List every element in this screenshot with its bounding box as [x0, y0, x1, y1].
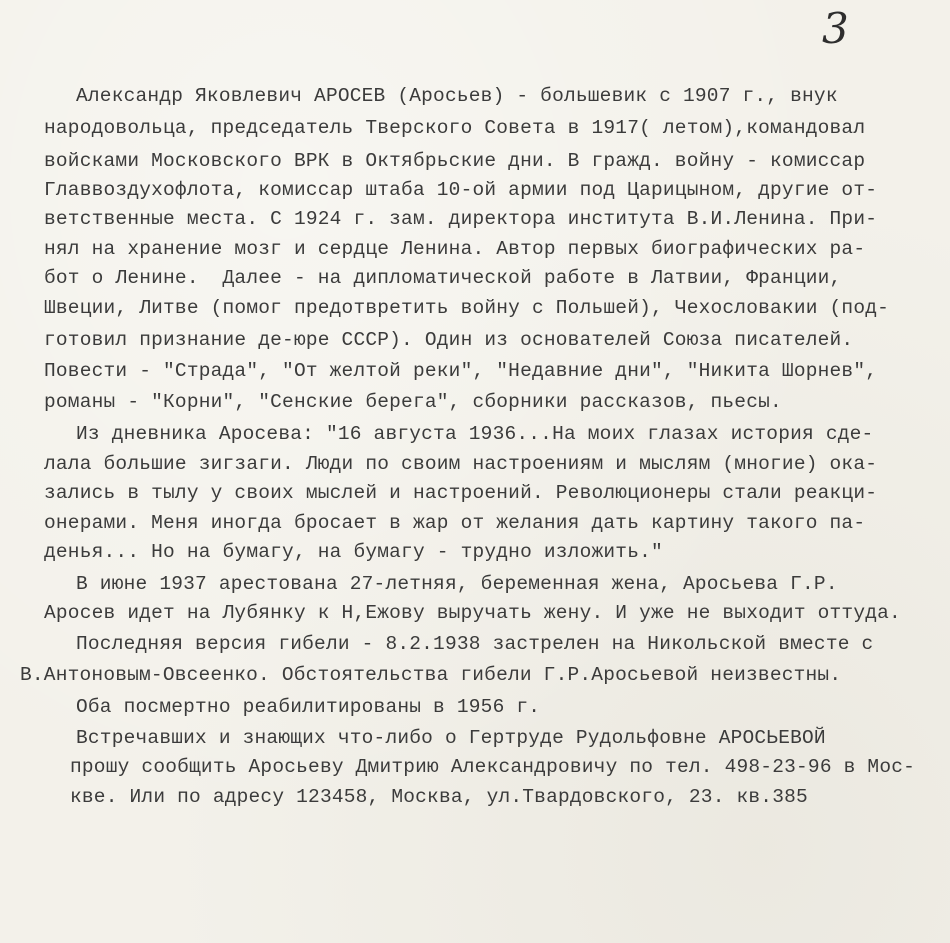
text-line: зались в тылу у своих мыслей и настроений. Революционеры стали реакци-: [44, 482, 878, 504]
text-line: ветственные места. С 1924 г. зам. директора института В.И.Ленина. При-: [44, 208, 878, 230]
text-line: лала большие зигзаги. Люди по своим настроениям и мыслям (многие) ока-: [44, 453, 878, 475]
text-line: денья... Но на бумагу, на бумагу - трудно изложить.": [44, 541, 663, 563]
text-line: народовольца, председатель Тверского Совета в 1917( летом),командовал: [44, 117, 866, 139]
text-line: Главвоздухофлота, комиссар штаба 10-ой армии под Царицыном, другие от-: [44, 179, 878, 201]
text-line: Последняя версия гибели - 8.2.1938 застрелен на Никольской вместе с: [76, 633, 874, 655]
text-line: Аросев идет на Лубянку к Н,Ежову выручать жену. И уже не выходит оттуда.: [44, 602, 901, 624]
text-line: Из дневника Аросева: "16 августа 1936...На моих глазах история сде-: [76, 423, 874, 445]
text-line: Александр Яковлевич АРОСЕВ (Аросьев) - большевик с 1907 г., внук: [76, 85, 838, 107]
page-number: 3: [822, 4, 849, 53]
text-line: кве. Или по адресу 123458, Москва, ул.Твардовского, 23. кв.385: [70, 786, 808, 808]
text-line: В июне 1937 арестована 27-летняя, беременная жена, Аросьева Г.Р.: [76, 573, 838, 595]
text-line: Швеции, Литве (помог предотвретить войну с Польшей), Чехословакии (под-: [44, 297, 890, 319]
text-line: прошу сообщить Аросьеву Дмитрию Александровичу по тел. 498-23-96 в Мос-: [70, 756, 916, 778]
text-line: онерами. Меня иногда бросает в жар от желания дать картину такого па-: [44, 512, 866, 534]
text-line: Встречавших и знающих что-либо о Гертруде Рудольфовне АРОСЬЕВОЙ: [76, 727, 826, 749]
text-line: нял на хранение мозг и сердце Ленина. Автор первых биографических ра-: [44, 238, 866, 260]
text-line: готовил признание де-юре СССР). Один из основателей Союза писателей.: [44, 329, 854, 351]
text-line: романы - "Корни", "Сенские берега", сборники рассказов, пьесы.: [44, 391, 782, 413]
text-line: войсками Московского ВРК в Октябрьские дни. В гражд. войну - комиссар: [44, 150, 866, 172]
text-line: В.Антоновым-Овсеенко. Обстоятельства гибели Г.Р.Аросьевой неизвестны.: [20, 664, 842, 686]
text-line: Оба посмертно реабилитированы в 1956 г.: [76, 696, 541, 718]
text-line: бот о Ленине. Далее - на дипломатической работе в Латвии, Франции,: [44, 267, 842, 289]
text-line: Повести - "Страда", "От желтой реки", "Недавние дни", "Никита Шорнев",: [44, 360, 878, 382]
